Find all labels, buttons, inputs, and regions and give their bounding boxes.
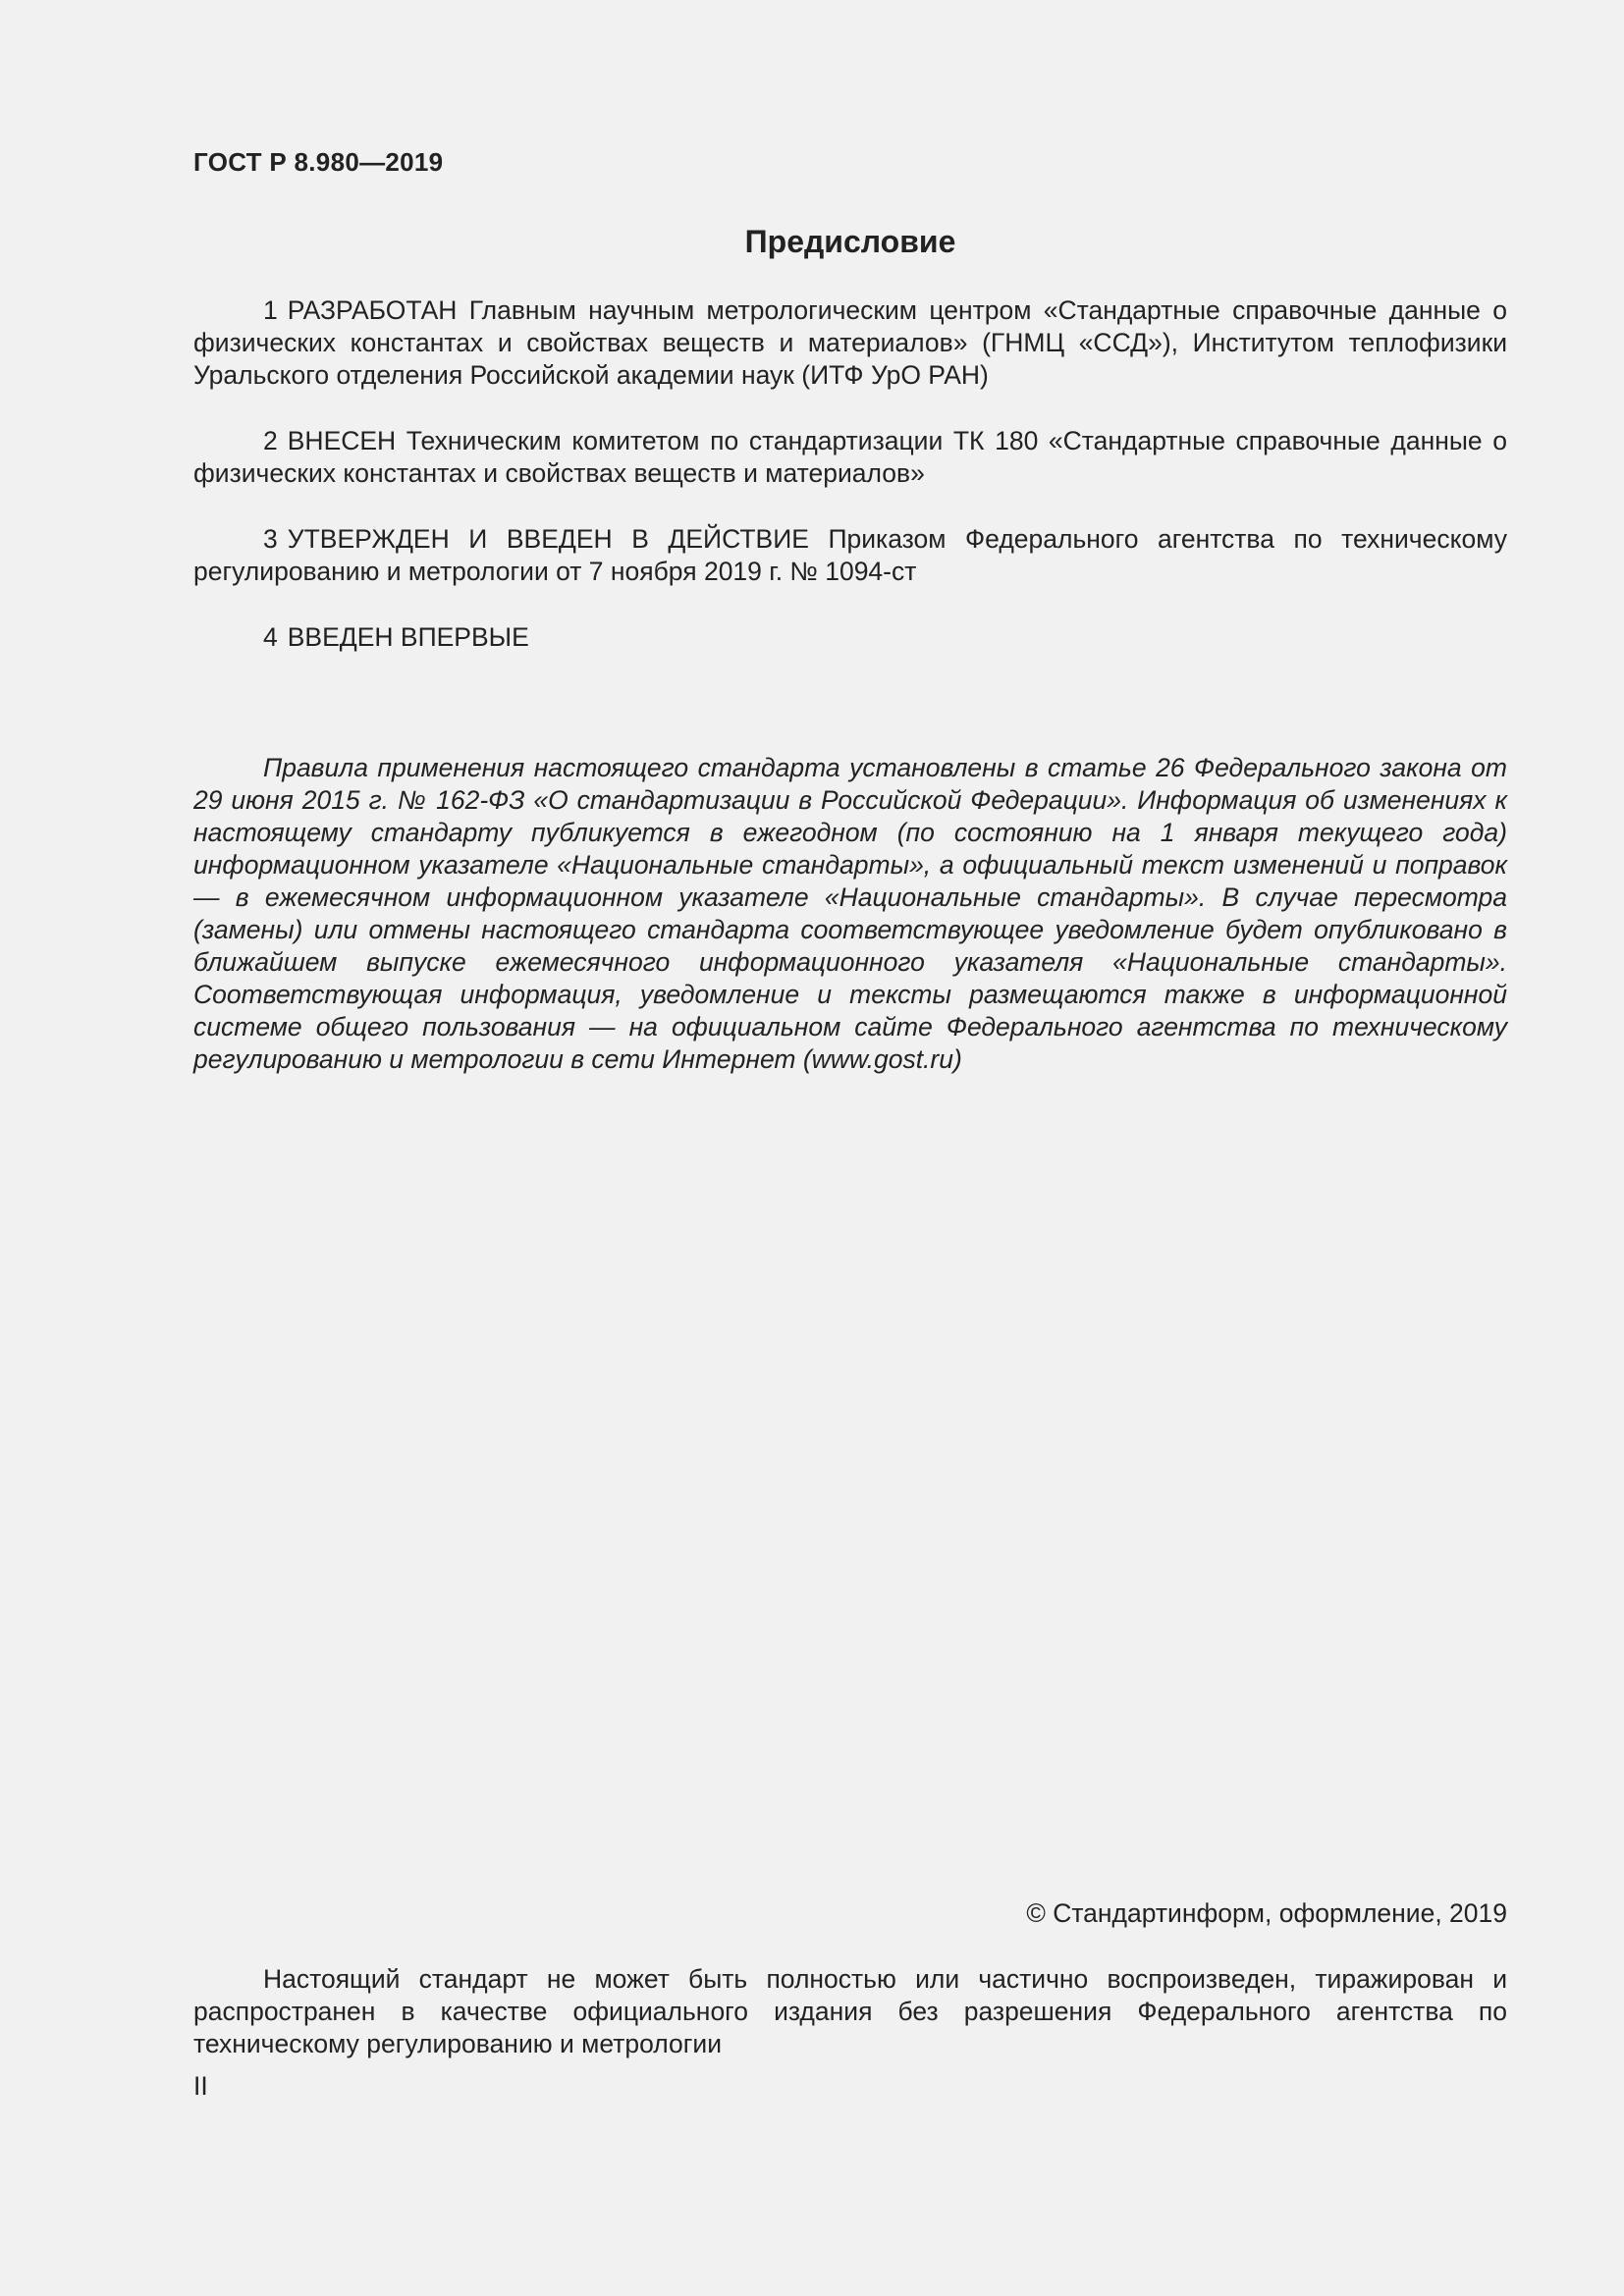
item-text: РАЗРАБОТАН Главным научным метрологическим центром «Стандартные справочные данные о физических константах и свойствах веществ и материалов» (ГНМЦ «ССД»), Институтом теплофизики Уральского отделения Российской академии наук (ИТФ УрО РАН) [193,295,1507,390]
preface-item-4 [193,621,1507,654]
item-number: 4 [263,622,278,652]
item-text: ВВЕДЕН ВПЕРВЫЕ [287,622,529,652]
application-rules-note: Правила применения настоящего стандарта установлены в статье 26 Федерального закона от 29 июня 2015 г. № 162-ФЗ «О стандартизации в Российской Федерации». Информация об изменениях к настоящему стандарту публикуется в ежегодном (по состоянию на 1 января текущего года) информационном указателе «Национальные стандарты», а официальный текст изменений и поправок — в ежемесячном информационном указателе «Национальные стандарты». В случае пересмотра (замены) или отмены настоящего стандарта соответствующее уведомление будет опубликовано в ближайшем выпуске ежемесячного информационного указателя «Национальные стандарты». Соответствующая информация, уведомление и тексты размещаются также в информационной системе общего пользования — на официальном сайте Федерального агентства по техническому регулированию и метрологии в сети Интернет (www.gost.ru) [193,753,1507,1074]
page-number: II [193,2071,208,2101]
preface-item-1 [193,294,1507,392]
document-code: ГОСТ Р 8.980—2019 [193,147,444,177]
item-number: 2 [263,426,278,455]
item-number: 1 [263,295,278,325]
item-text: ВНЕСЕН Техническим комитетом по стандартизации ТК 180 «Стандартные справочные данные о физических константах и свойствах веществ и материалов» [193,426,1507,488]
item-text: УТВЕРЖДЕН И ВВЕДЕН В ДЕЙСТВИЕ Приказом Федерального агентства по техническому регулированию и метрологии от 7 ноября 2019 г. № 1094-ст [193,524,1507,586]
copyright-notice: © Стандартинформ, оформление, 2019 [1026,1898,1507,1928]
preface-item-3 [193,523,1507,588]
reproduction-rights-notice: Настоящий стандарт не может быть полностью или частично воспроизведен, тиражирован и распространен в качестве официального издания без разрешения Федерального агентства по техническому регулированию и метрологии [193,1964,1507,2058]
preface-title: Предисловие [744,224,956,259]
item-number: 3 [263,524,278,554]
preface-item-2 [193,425,1507,490]
